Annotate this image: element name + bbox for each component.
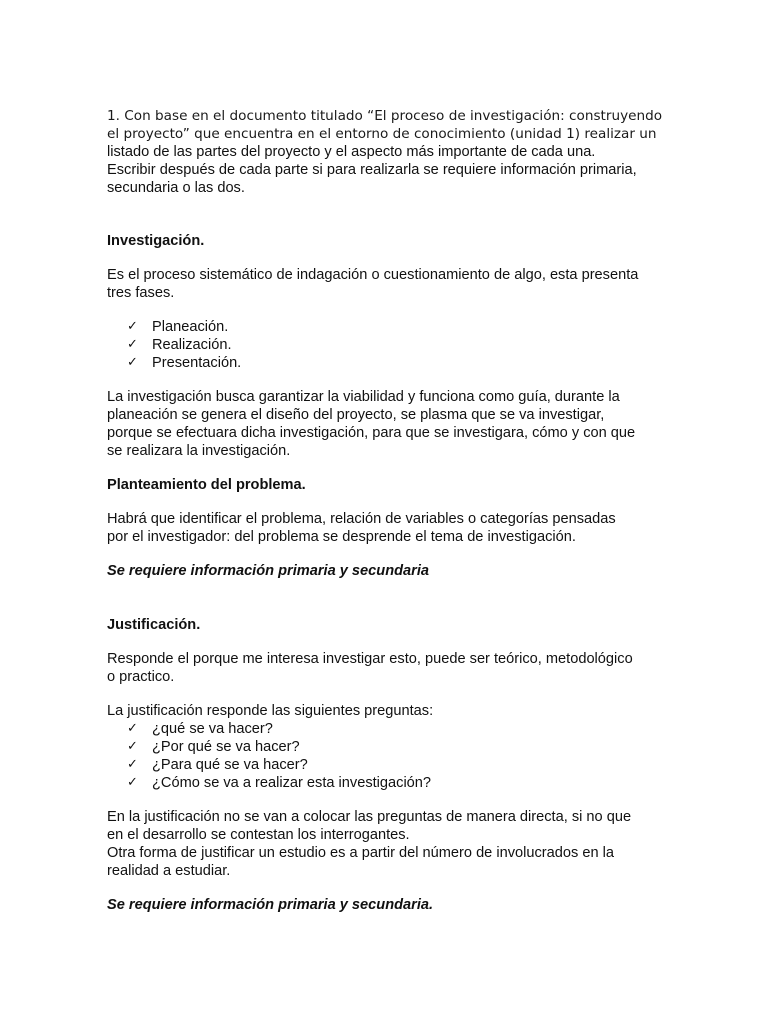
question-label: ¿Para qué se va hacer? — [152, 757, 308, 773]
planteamiento-line: Habrá que identificar el problema, relación de variables o categorías pensadas — [107, 511, 616, 527]
phase-label: Realización. — [152, 337, 232, 353]
intro-line: listado de las partes del proyecto y el aspecto más importante de cada una. — [107, 144, 596, 160]
check-icon: ✓ — [127, 721, 138, 736]
phase-item — [127, 336, 667, 354]
question-label: ¿qué se va hacer? — [152, 721, 273, 737]
check-icon: ✓ — [127, 739, 138, 754]
phase-item — [127, 318, 667, 336]
explanation-line: planeación se genera el diseño del proyecto, se plasma que se va investigar, — [107, 407, 605, 423]
explanation-line: La investigación busca garantizar la viabilidad y funciona como guía, durante la — [107, 389, 620, 405]
question-item — [127, 738, 667, 756]
question-item — [127, 774, 667, 792]
questions-intro: La justificación responde las siguientes preguntas: — [107, 703, 434, 719]
closing-line: Otra forma de justificar un estudio es a partir del número de involucrados en la — [107, 845, 614, 861]
investigacion-heading: Investigación. — [107, 233, 205, 249]
justificacion-heading: Justificación. — [107, 617, 201, 633]
phases-list — [107, 318, 667, 372]
question-label: ¿Cómo se va a realizar esta investigación? — [152, 775, 432, 791]
question-item — [127, 756, 667, 774]
justificacion-line: o practico. — [107, 669, 175, 685]
phase-label: Presentación. — [152, 355, 242, 371]
phase-item — [127, 354, 667, 372]
explanation-line: se realizara la investigación. — [107, 443, 291, 459]
planteamiento-note: Se requiere información primaria y secundaria — [107, 563, 429, 579]
question-item — [127, 720, 667, 738]
justificacion-body — [107, 650, 667, 686]
check-icon: ✓ — [127, 757, 138, 772]
intro-paragraph — [107, 107, 667, 197]
document-page — [107, 107, 667, 914]
investigacion-explanation — [107, 388, 667, 460]
closing-line: realidad a estudiar. — [107, 863, 231, 879]
intro-line: secundaria o las dos. — [107, 180, 245, 196]
planteamiento-line: por el investigador: del problema se desprende el tema de investigación. — [107, 529, 576, 545]
planteamiento-heading: Planteamiento del problema. — [107, 477, 306, 493]
definition-line: Es el proceso sistemático de indagación o cuestionamiento de algo, esta presenta — [107, 267, 639, 283]
check-icon: ✓ — [127, 319, 138, 334]
check-icon: ✓ — [127, 775, 138, 790]
questions-list — [107, 720, 667, 792]
check-icon: ✓ — [127, 355, 138, 370]
justificacion-closing — [107, 808, 667, 880]
definition-line: tres fases. — [107, 285, 175, 301]
closing-line: En la justificación no se van a colocar las preguntas de manera directa, si no que — [107, 809, 632, 825]
phase-label: Planeación. — [152, 319, 229, 335]
check-icon: ✓ — [127, 337, 138, 352]
intro-line: 1. Con base en el documento titulado “El proceso de investigación: construyendo — [107, 108, 663, 124]
investigacion-definition — [107, 266, 667, 302]
explanation-line: porque se efectuara dicha investigación, para que se investigara, cómo y con que — [107, 425, 636, 441]
justificacion-note: Se requiere información primaria y secundaria. — [107, 897, 434, 913]
question-label: ¿Por qué se va hacer? — [152, 739, 300, 755]
intro-line: el proyecto” que encuentra en el entorno de conocimiento (unidad 1) realizar un — [107, 126, 657, 142]
justificacion-line: Responde el porque me interesa investigar esto, puede ser teórico, metodológico — [107, 651, 633, 667]
planteamiento-body — [107, 510, 667, 546]
intro-line: Escribir después de cada parte si para realizarla se requiere información primaria, — [107, 162, 637, 178]
closing-line: en el desarrollo se contestan los interrogantes. — [107, 827, 410, 843]
